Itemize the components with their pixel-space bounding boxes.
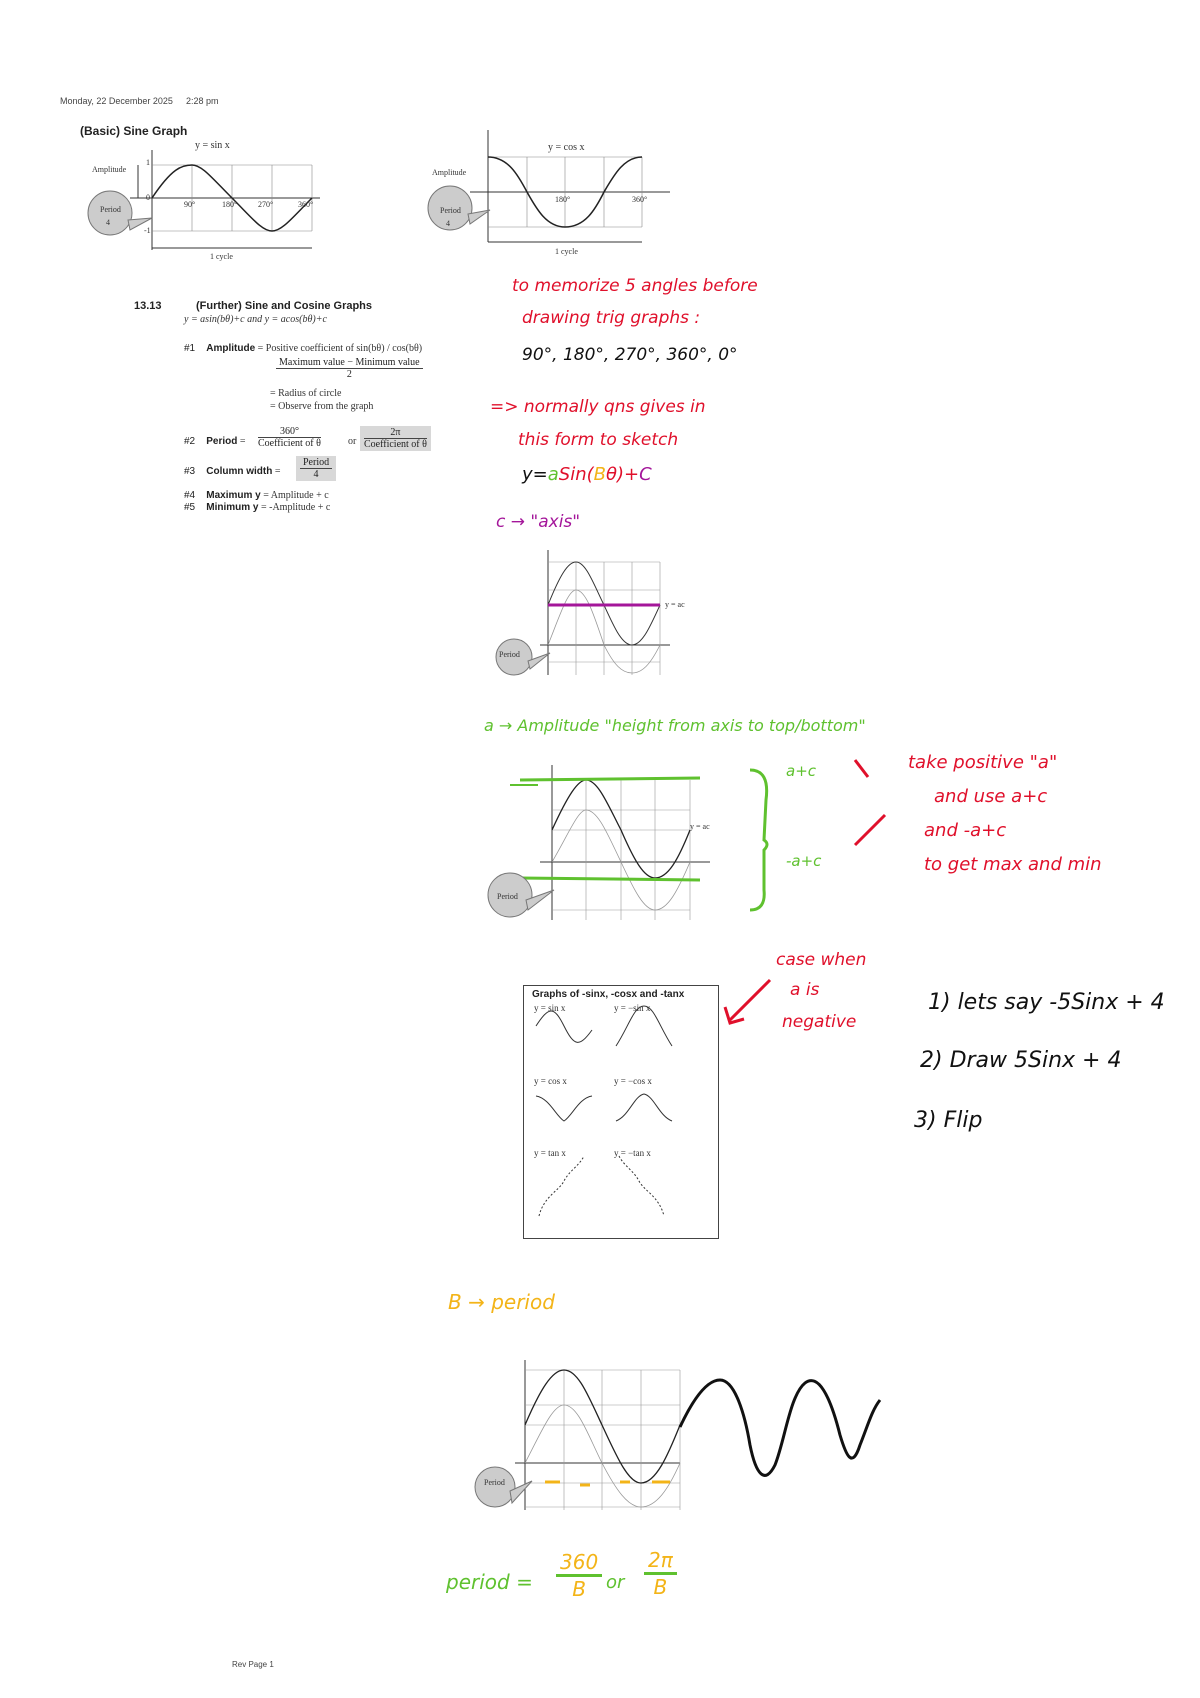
cell-neg-tan: y = −tan x	[614, 1148, 651, 1158]
note-step-1: 1) lets say -5Sinx + 4	[928, 990, 1165, 1015]
note-period-or: or	[606, 1572, 625, 1593]
sine-graph	[70, 138, 330, 268]
ym1-tick: -1	[144, 226, 151, 235]
cell-tan: y = tan x	[534, 1148, 566, 1158]
red-ticks	[850, 755, 910, 855]
item-amplitude: #1 Amplitude = Positive coefficient of sin(bθ) / cos(bθ)	[184, 343, 423, 354]
amplitude-label-cos: Amplitude	[432, 168, 467, 177]
item-min-y: #5 Minimum y = -Amplitude + c	[184, 502, 331, 513]
note-take-2: and use a+c	[934, 786, 1048, 807]
cos-tick-360: 360°	[632, 195, 648, 204]
note-c-axis: c → "axis"	[496, 512, 581, 532]
note-period-word: period =	[446, 1570, 533, 1594]
note-case-1: case when	[776, 950, 867, 970]
axis-graph	[490, 545, 690, 680]
amplitude-graph	[480, 760, 720, 930]
negative-box-title: Graphs of -sinx, -cosx and -tanx	[532, 989, 685, 1000]
cell-neg-cos: y = −cos x	[614, 1076, 652, 1086]
note-angles: 90°, 180°, 270°, 360°, 0°	[522, 345, 738, 365]
period-graph-label: Period	[484, 1478, 505, 1487]
y0-tick: 0	[146, 193, 150, 202]
axis-graph-period: Period	[499, 650, 520, 659]
note-case-3: negative	[782, 1012, 857, 1032]
amplitude-label: Amplitude	[92, 165, 127, 174]
cos-cycle: 1 cycle	[555, 247, 578, 256]
page-date: Monday, 22 December 2025	[60, 96, 173, 106]
note-apc: a+c	[786, 762, 817, 780]
period-label: Period	[100, 205, 121, 214]
column-width-fraction: Period 4	[296, 456, 336, 481]
note-mac: -a+c	[786, 852, 822, 870]
period-label-cos: Period	[440, 206, 461, 215]
section-number: 13.13	[134, 300, 162, 312]
note-a-amplitude: a → Amplitude "height from axis to top/bottom"	[484, 716, 866, 735]
y1-tick: 1	[146, 158, 150, 167]
note-step-3: 3) Flip	[914, 1108, 983, 1133]
period-den-cos: 4	[446, 219, 450, 228]
note-case-2: a is	[790, 980, 820, 1000]
amp-graph-period: Period	[497, 892, 518, 901]
amplitude-alt-observe: = Observe from the graph	[270, 401, 374, 412]
note-take-1: take positive "a"	[908, 752, 1058, 773]
cycle-label: 1 cycle	[210, 252, 233, 261]
note-period-frac-deg: 360 B	[556, 1550, 602, 1601]
item-max-y: #4 Maximum y = Amplitude + c	[184, 490, 329, 501]
note-period-frac-rad: 2π B	[644, 1548, 677, 1599]
tick-270: 270°	[258, 200, 274, 209]
sin-label: y = sin x	[195, 140, 230, 151]
amplitude-fraction: Maximum value − Minimum value 2	[276, 357, 423, 380]
tick-180: 180°	[222, 200, 238, 209]
tick-90: 90°	[184, 200, 196, 209]
note-step-2: 2) Draw 5Sinx + 4	[920, 1048, 1122, 1073]
negative-graphs-box	[523, 985, 719, 1239]
amplitude-alt-radius: = Radius of circle	[270, 388, 342, 399]
note-b-period: B → period	[448, 1290, 555, 1314]
note-take-3: and -a+c	[924, 820, 1007, 841]
note-take-4: to get max and min	[924, 854, 1102, 875]
case-arrow	[720, 975, 780, 1035]
axis-graph-label: y = ac	[665, 600, 685, 609]
cell-neg-sin: y = −sin x	[614, 1003, 651, 1013]
amp-graph-label: y = ac	[690, 822, 710, 831]
section-title: (Further) Sine and Cosine Graphs	[196, 300, 373, 312]
cos-label: y = cos x	[548, 142, 585, 153]
cos-tick-180: 180°	[555, 195, 571, 204]
period-or: or	[348, 436, 357, 447]
item-column-width: #3 Column width =	[184, 466, 281, 477]
section-subtitle: y = asin(bθ)+c and y = acos(bθ)+c	[184, 314, 327, 325]
tick-360: 360°	[298, 200, 314, 209]
period-den: 4	[106, 218, 110, 227]
note-general-form: y=aSin(Bθ)+C	[522, 464, 652, 485]
item-period: #2 Period =	[184, 436, 246, 447]
cell-sin: y = sin x	[534, 1003, 566, 1013]
period-fraction-deg: 360° Coefficient of θ	[258, 426, 321, 449]
note-memorize-1: to memorize 5 angles before	[512, 276, 758, 296]
footer-label: Rev Page 1	[232, 1660, 274, 1669]
negative-box-curves	[524, 986, 718, 1238]
note-memorize-2: drawing trig graphs :	[522, 308, 701, 328]
note-normally-1: => normally qns gives in	[490, 397, 706, 417]
cell-cos: y = cos x	[534, 1076, 567, 1086]
basic-title: (Basic) Sine Graph	[80, 124, 188, 138]
page-time: 2:28 pm	[186, 96, 219, 106]
period-graph	[480, 1355, 900, 1515]
period-fraction-rad: 2π Coefficient of θ	[360, 426, 431, 451]
note-normally-2: this form to sketch	[518, 430, 679, 450]
